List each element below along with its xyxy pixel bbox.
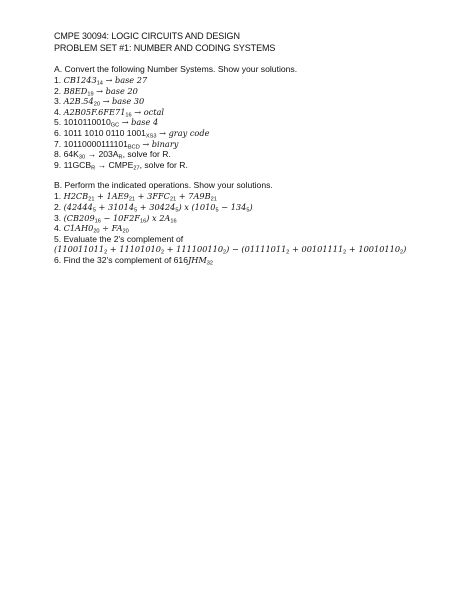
section-b-item <box>54 191 464 202</box>
section-b <box>54 180 464 265</box>
item-text: , solve for R. <box>122 149 171 160</box>
subscript: XS3 <box>145 133 157 140</box>
course-title: CMPE 30094: LOGIC CIRCUITS AND DESIGN <box>54 31 240 41</box>
section-a-heading: A. Convert the following Number Systems. Show your solutions. <box>54 64 298 74</box>
item-number: 5. <box>54 233 64 244</box>
subscript: 2 <box>160 249 165 256</box>
math-expression: + 7A9B <box>176 191 211 202</box>
item-number: 4. <box>54 223 64 234</box>
subscript: 21 <box>210 196 217 203</box>
subscript: 2 <box>286 249 290 256</box>
section-a-item <box>54 117 464 128</box>
problem-set-title: PROBLEM SET #1: NUMBER AND CODING SYSTEMS <box>54 43 276 53</box>
subscript: 30 <box>78 154 86 161</box>
item-number: 2. <box>54 201 64 212</box>
section-a-item <box>54 86 464 97</box>
section-a-item <box>54 75 464 86</box>
math-expression: → base 4 <box>119 117 159 128</box>
item-number: 1. <box>54 75 64 85</box>
math-expression: → gray code <box>156 127 210 138</box>
subscript: 2 <box>400 249 404 256</box>
subscript: 2 <box>223 249 227 256</box>
math-expression: (110011011 <box>54 244 105 255</box>
section-a-item <box>54 128 464 139</box>
item-number: 2. <box>54 85 64 96</box>
math-expression: ) x 2A <box>146 212 171 223</box>
document-content <box>54 30 464 276</box>
math-expression: → binary <box>139 138 179 149</box>
subscript: 19 <box>87 91 94 98</box>
subscript: 32 <box>206 260 214 267</box>
math-expression: − 10F2F <box>100 212 140 223</box>
subscript: 5 <box>92 207 96 214</box>
item-text: 64K <box>63 149 79 160</box>
math-expression: ÷ FA <box>99 223 123 234</box>
section-b-item <box>54 255 464 266</box>
section-b-item <box>54 223 464 234</box>
subscript: 5 <box>175 207 179 214</box>
item-text: , solve for R. <box>139 159 188 170</box>
math-expression: ) <box>249 201 253 212</box>
math-expression: (42444 <box>63 201 93 212</box>
math-expression: + 31014 <box>95 201 135 212</box>
item-text: 11GCB <box>63 159 92 170</box>
section-a-item <box>54 139 464 150</box>
section-b-item <box>54 213 464 224</box>
subscript: 16 <box>94 218 101 225</box>
subscript: 5 <box>215 207 219 214</box>
item-text: → CMPE <box>95 159 134 170</box>
section-a-list <box>54 75 464 170</box>
math-expression: + 3FFC <box>135 191 170 202</box>
item-number: 5. <box>54 117 64 128</box>
math-expression: → octal <box>131 106 165 117</box>
item-number: 1. <box>54 191 64 202</box>
title-block <box>54 30 464 54</box>
section-a-item <box>54 107 464 118</box>
item-text: Evaluate the 2's complement of <box>63 233 184 244</box>
item-number: 3. <box>54 212 64 223</box>
subscript: 27 <box>133 165 140 172</box>
section-b-item <box>54 202 464 213</box>
subscript: R <box>118 154 123 161</box>
math-expression: + 30424 <box>137 201 176 212</box>
subscript: 2 <box>104 249 108 256</box>
item-text: 1011 1010 0110 1001 <box>63 127 146 138</box>
section-a-item <box>54 149 464 160</box>
math-expression: + 1AE9 <box>94 191 129 202</box>
math-expression: → base 27 <box>102 75 148 85</box>
subscript: R <box>91 165 96 172</box>
subscript: 16 <box>170 218 177 225</box>
subscript: 20 <box>93 228 100 235</box>
math-expression: (CB209 <box>63 212 95 223</box>
item-text: Find the 32's complement of 616 <box>63 254 188 265</box>
section-b-item <box>54 244 464 255</box>
section-b-list <box>54 191 464 265</box>
math-expression: JHM <box>187 254 207 265</box>
subscript: BCD <box>127 144 140 151</box>
math-expression: + 10010110 <box>346 244 401 255</box>
section-a <box>54 64 464 170</box>
math-expression: − 134 <box>218 201 247 212</box>
math-expression: B8ED <box>63 85 88 96</box>
math-expression: → base 20 <box>93 85 138 96</box>
subscript: 21 <box>128 196 136 203</box>
math-expression: H2CB <box>63 191 89 202</box>
math-expression: ) x (1010 <box>178 201 216 212</box>
subscript: 2 <box>343 249 347 256</box>
subscript: 14 <box>96 80 103 87</box>
item-number: 7. <box>54 138 64 149</box>
math-expression: → base 30 <box>99 96 145 107</box>
item-number: 3. <box>54 96 64 107</box>
subscript: 20 <box>93 101 100 108</box>
math-expression: A2B.54 <box>63 96 94 107</box>
item-text: 10110000111101 <box>63 138 128 149</box>
subscript: 20 <box>122 228 129 235</box>
subscript: 21 <box>169 196 177 203</box>
section-b-heading: B. Perform the indicated operations. Show your solutions. <box>54 180 273 191</box>
math-expression: + 11101010 <box>107 244 161 255</box>
math-expression: ) − (01111011 <box>226 244 287 255</box>
section-b-item <box>54 234 464 245</box>
section-a-item <box>54 96 464 107</box>
section-a-item <box>54 160 464 171</box>
item-number: 9. <box>54 159 64 170</box>
math-expression: C1AH0 <box>63 223 94 234</box>
subscript: 21 <box>88 196 95 203</box>
item-number: 6. <box>54 254 64 265</box>
math-expression: A2B05F.6FE71 <box>63 106 126 117</box>
subscript: 16 <box>139 218 147 225</box>
item-number: 4. <box>54 106 64 117</box>
math-expression: CB1243 <box>63 75 97 85</box>
subscript: 16 <box>125 112 132 119</box>
item-text: 1010110010 <box>63 117 111 128</box>
item-number: 6. <box>54 127 64 138</box>
math-expression: + 111100110 <box>164 244 224 255</box>
subscript: 5 <box>246 207 250 214</box>
item-number: 8. <box>54 149 64 160</box>
item-text: → 203A <box>85 149 119 160</box>
subscript: 5 <box>134 207 138 214</box>
subscript: GC <box>110 122 120 129</box>
math-expression: ) <box>403 244 407 255</box>
math-expression: + 00101111 <box>289 244 344 255</box>
